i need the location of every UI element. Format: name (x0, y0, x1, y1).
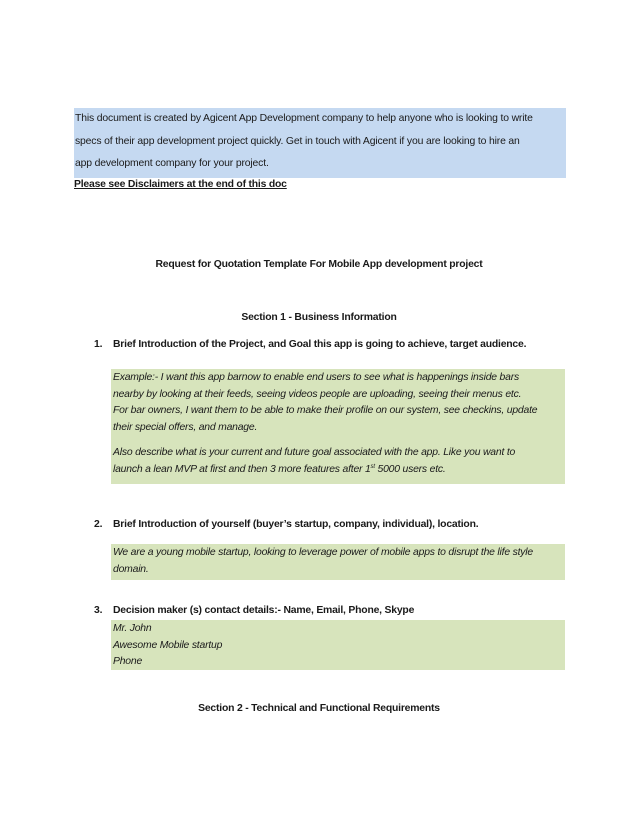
question-1 (94, 339, 526, 350)
question-2 (94, 519, 478, 530)
answer-line: Also describe what is your current and future goal associated with the app. Like you want to (113, 447, 516, 459)
question-number: 2. (94, 519, 103, 530)
answer-box-3 (111, 620, 565, 670)
question-text: Brief Introduction of the Project, and Goal this app is going to achieve, target audience. (113, 339, 527, 350)
question-3 (94, 605, 414, 616)
question-number: 3. (94, 605, 103, 616)
answer-line: We are a young mobile startup, looking to leverage power of mobile apps to disrupt the life style (113, 547, 533, 558)
answer-line: Mr. John (113, 623, 152, 634)
answer-line: For bar owners, I want them to be able to make their profile on our system, see checkins, update (113, 405, 538, 417)
answer-line: their special offers, and manage. (113, 421, 258, 433)
disclaimer-note: Please see Disclaimers at the end of this doc (74, 179, 287, 190)
answer-line: launch a lean MVP at first and then 3 more features after 1st 5000 users etc. (113, 463, 446, 475)
answer-line: Phone (113, 656, 143, 668)
document-title: Request for Quotation Template For Mobile App development project (155, 259, 483, 270)
answer-line: nearby by looking at their feeds, seeing videos people are uploading, seeing their menus etc. (113, 388, 522, 400)
answer-line: domain. (113, 563, 149, 575)
question-number: 1. (94, 339, 103, 350)
answer-line: Awesome Mobile startup (113, 639, 223, 651)
intro-banner (74, 108, 566, 178)
answer-box-2 (111, 544, 565, 580)
intro-line: app development company for your project. (75, 158, 269, 170)
section-1-heading: Section 1 - Business Information (241, 312, 397, 323)
section-2-heading: Section 2 - Technical and Functional Requirements (198, 703, 440, 714)
answer-line: Example:- I want this app barnow to enable end users to see what is happenings inside bars (113, 372, 519, 383)
question-text: Decision maker (s) contact details:- Name, Email, Phone, Skype (113, 605, 415, 616)
question-text: Brief Introduction of yourself (buyer’s startup, company, individual), location. (113, 519, 479, 530)
intro-line: This document is created by Agicent App Development company to help anyone who is looking to write (75, 113, 533, 124)
intro-line: specs of their app development project quickly. Get in touch with Agicent if you are looking to hire an (75, 135, 520, 147)
answer-box-1 (111, 369, 565, 484)
